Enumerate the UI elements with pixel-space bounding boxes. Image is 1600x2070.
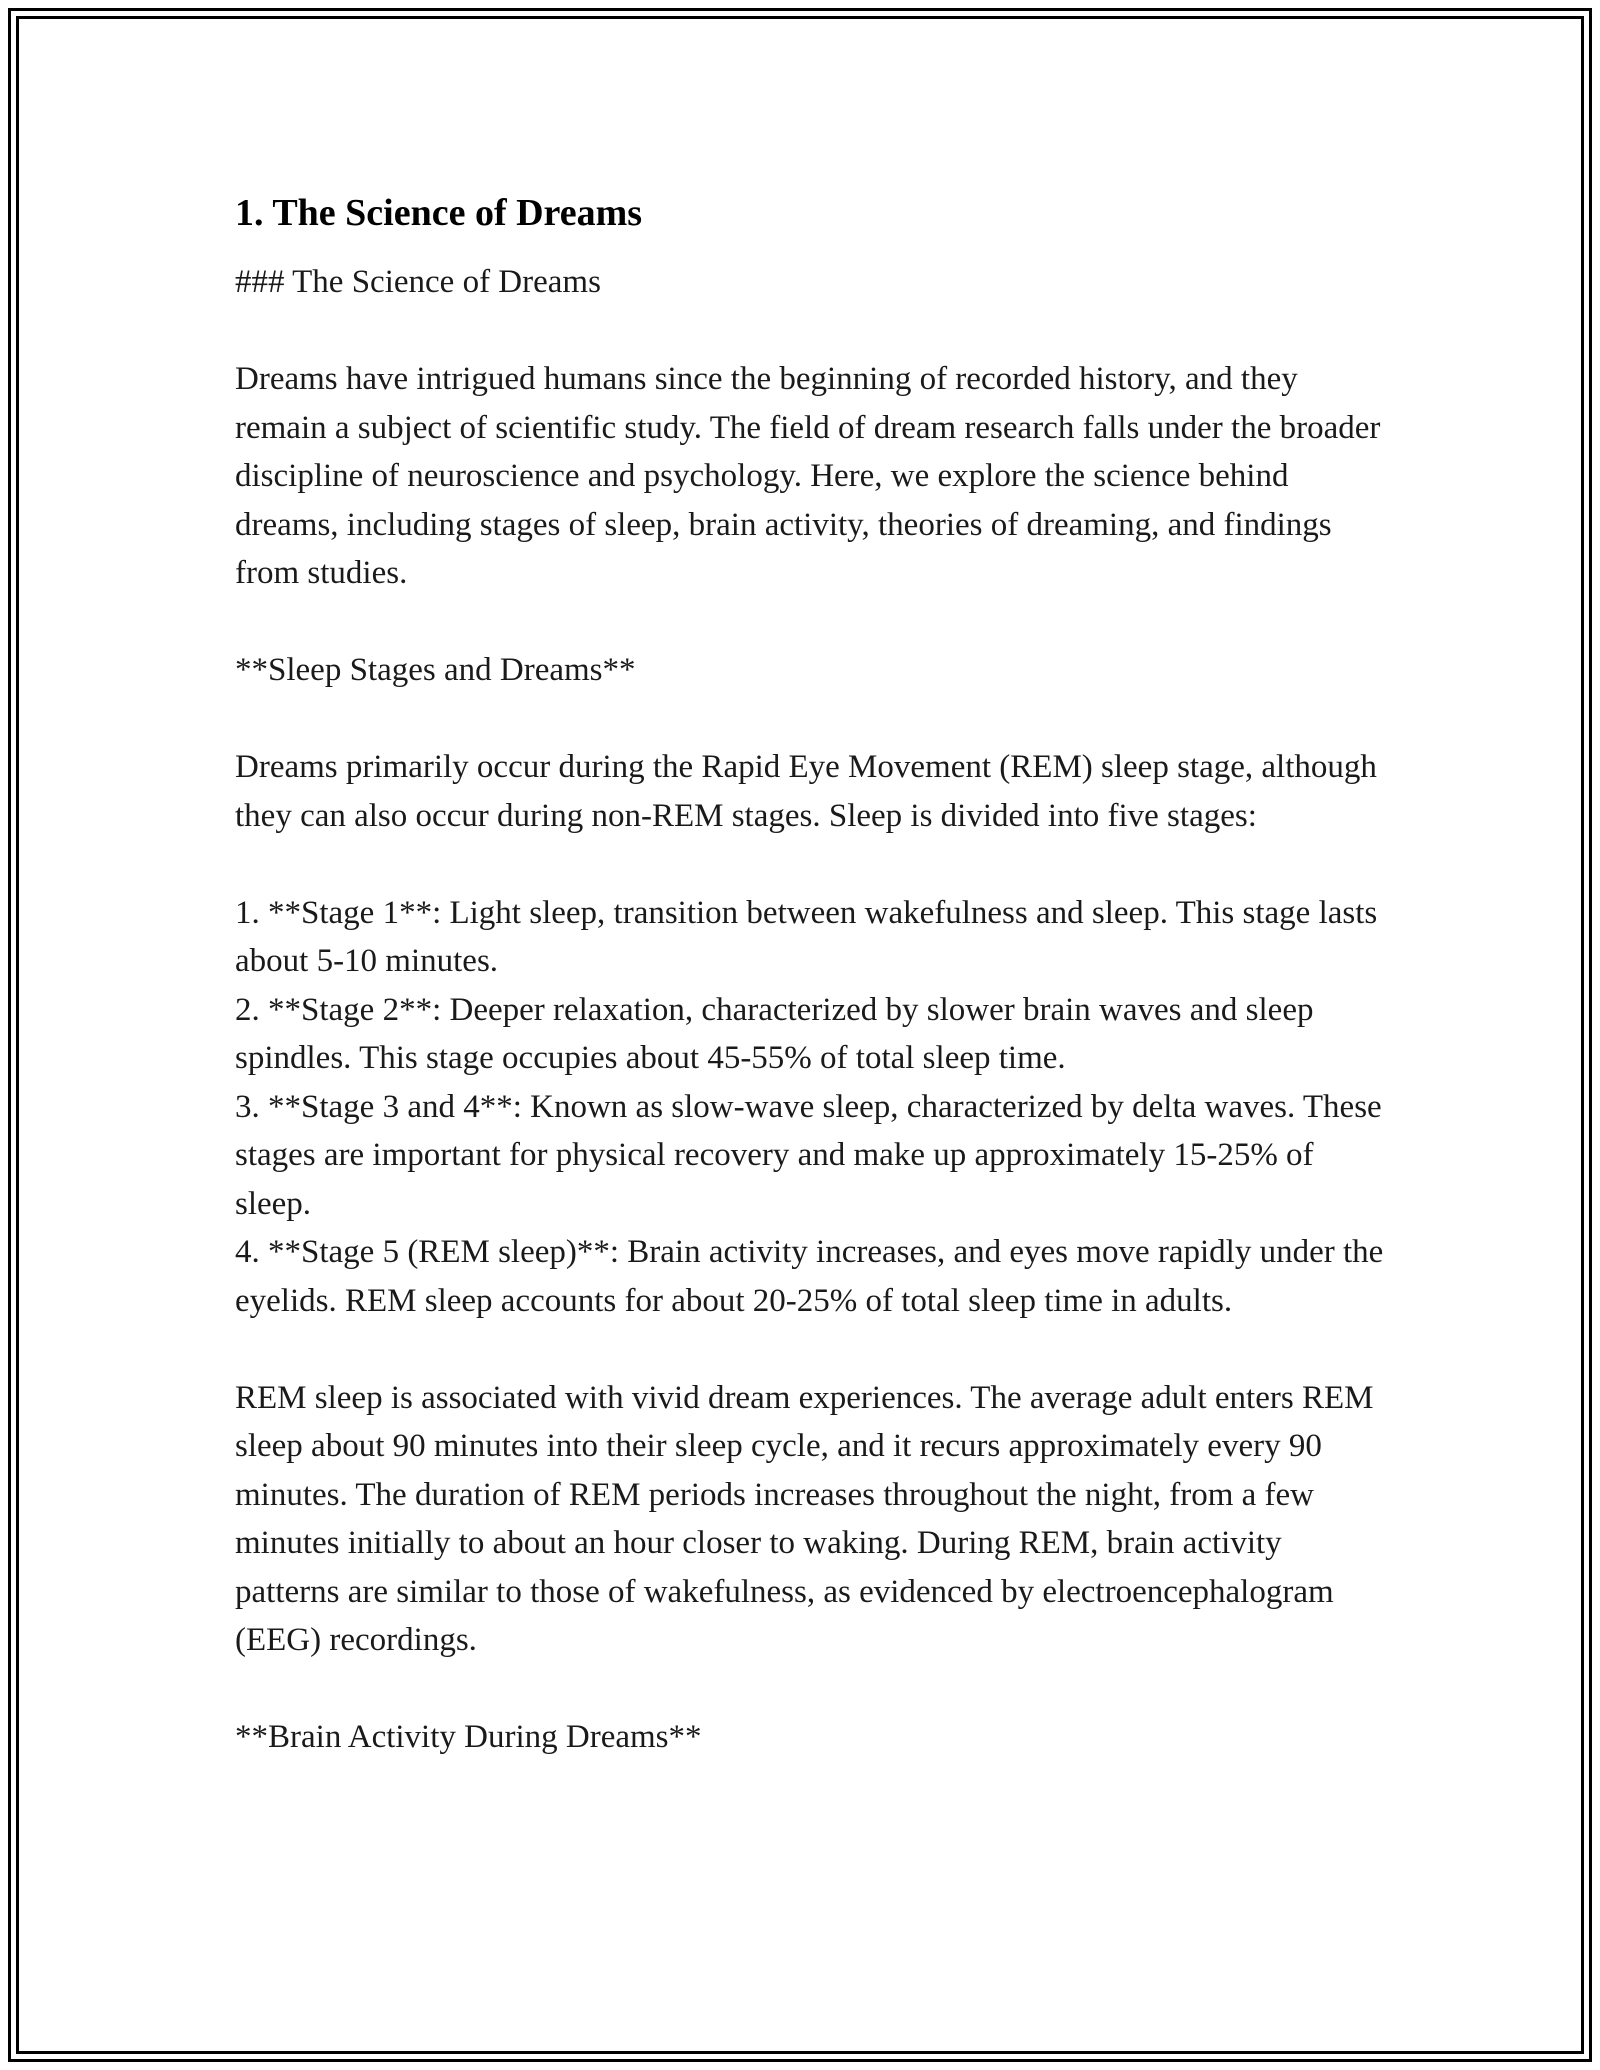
brain-activity-heading: **Brain Activity During Dreams** [235, 1719, 702, 1755]
section-title: 1. The Science of Dreams [235, 192, 643, 234]
intro-paragraph: Dreams have intrigued humans since the beginning of recorded history, and they remain a subject of scientific study. The field of dream research falls under the broader discipline of neuroscience and psychology. Here, we explore the science behind dreams, including stages of sleep, brain activity, theories of dreaming, and findings from studies. [235, 361, 1381, 591]
sleep-stages-intro: Dreams primarily occur during the Rapid Eye Movement (REM) sleep stage, although they can also occur during non-REM stages. Sleep is divided into five stages: [235, 749, 1377, 834]
list-item: 2. **Stage 2**: Deeper relaxation, characterized by slower brain waves and sleep spindles. This stage occupies about 45-55% of total sleep time. [235, 991, 1314, 1076]
document-body [235, 186, 1385, 1810]
sleep-stages-heading: **Sleep Stages and Dreams** [235, 652, 636, 688]
list-item: 1. **Stage 1**: Light sleep, transition between wakefulness and sleep. This stage lasts about 5-10 minutes. [235, 894, 1378, 979]
markdown-subheading: ### The Science of Dreams [235, 264, 601, 300]
list-item: 4. **Stage 5 (REM sleep)**: Brain activity increases, and eyes move rapidly under the eyelids. REM sleep accounts for about 20-25% of total sleep time in adults. [235, 1234, 1384, 1319]
sleep-stages-list [235, 889, 1385, 1326]
rem-paragraph: REM sleep is associated with vivid dream experiences. The average adult enters REM sleep about 90 minutes into their sleep cycle, and it recurs approximately every 90 minutes. The duration of REM periods increases throughout the night, from a few minutes initially to about an hour closer to waking. During REM, brain activity patterns are similar to those of wakefulness, as evidenced by electroencephalogram (EEG) recordings. [235, 1379, 1374, 1658]
list-item: 3. **Stage 3 and 4**: Known as slow-wave sleep, characterized by delta waves. These stages are important for physical recovery and make up approximately 15-25% of sleep. [235, 1088, 1382, 1222]
